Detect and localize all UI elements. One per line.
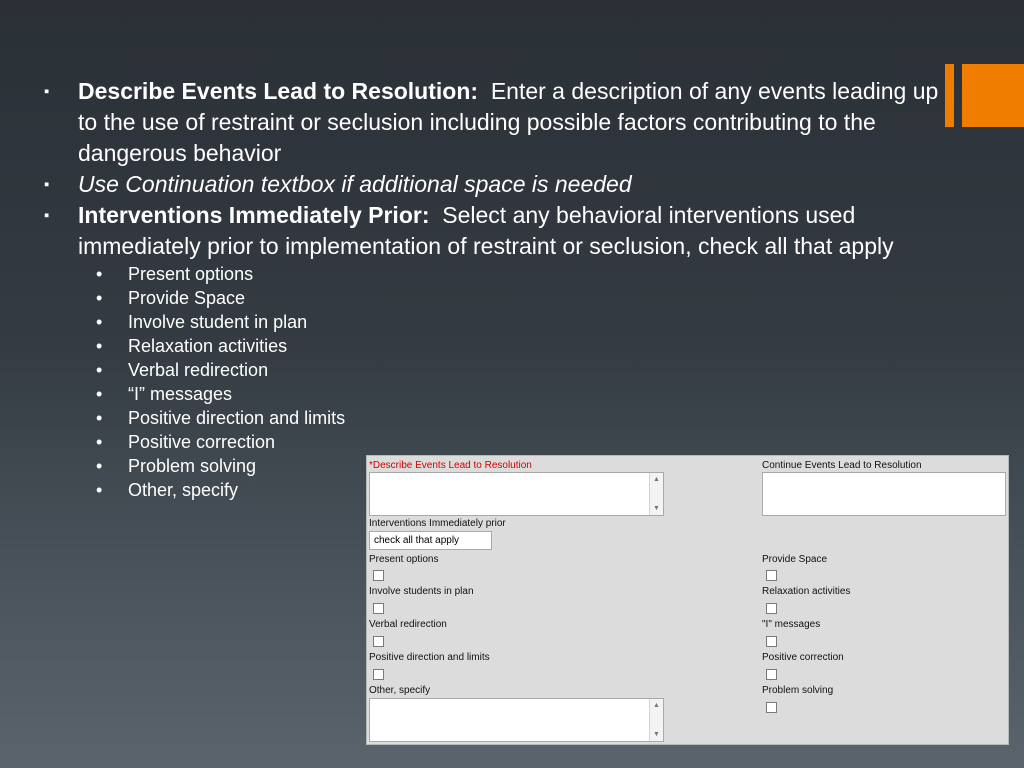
continue-events-textarea[interactable] xyxy=(762,472,1006,516)
round-bullet-icon: • xyxy=(96,336,103,356)
checkbox-label: Verbal redirection xyxy=(369,619,447,630)
accent-bar-thin xyxy=(945,64,954,127)
round-bullet-icon: • xyxy=(96,408,103,428)
problem-solving-checkbox[interactable] xyxy=(766,702,777,713)
checkbox-label: "I" messages xyxy=(762,619,821,630)
describe-events-textarea[interactable] xyxy=(369,472,664,516)
list-item: • Involve student in plan xyxy=(96,312,308,332)
bullet-interventions xyxy=(44,200,944,262)
checkbox-label: Present options xyxy=(369,554,439,565)
checkbox-label: Relaxation activities xyxy=(762,586,851,597)
list-item: • “I” messages xyxy=(96,384,233,404)
list-item: • Problem solving xyxy=(96,456,257,476)
list-item: • Provide Space xyxy=(96,288,246,308)
i-messages-checkbox[interactable] xyxy=(766,636,777,647)
form-screenshot xyxy=(366,455,1009,745)
checkbox-label: Provide Space xyxy=(762,554,828,565)
checkbox-label: Positive direction and limits xyxy=(369,652,490,663)
provide-space-checkbox[interactable] xyxy=(766,570,777,581)
describe-events-label: *Describe Events Lead to Resolution xyxy=(369,460,532,471)
list-item: • Other, specify xyxy=(96,480,239,500)
check-all-select[interactable]: check all that apply xyxy=(369,531,492,550)
checkbox-label: Problem solving xyxy=(762,685,834,696)
square-bullet-icon: ▪ xyxy=(44,83,50,100)
round-bullet-icon: • xyxy=(96,432,103,452)
bullet-text: Enter a description of any events leading up to the use of restraint or seclusion including possible factors contributing to the dangerous behavior xyxy=(78,78,939,166)
bullet-heading: Interventions Immediately Prior: xyxy=(78,202,430,228)
interventions-label: Interventions Immediately prior xyxy=(369,518,506,529)
list-item: • Relaxation activities xyxy=(96,336,288,356)
involve-students-checkbox[interactable] xyxy=(373,603,384,614)
scroll-down-icon[interactable]: ▼ xyxy=(653,731,660,738)
scroll-up-icon[interactable]: ▲ xyxy=(653,476,660,483)
bullet-text: Select any behavioral interventions used immediately prior to implementation of restraint or seclusion, check all that apply xyxy=(78,202,894,259)
square-bullet-icon: ▪ xyxy=(44,176,50,193)
bullet-heading: Describe Events Lead to Resolution: xyxy=(78,78,479,104)
list-item: • Positive direction and limits xyxy=(96,408,346,428)
accent-bar-thick xyxy=(962,64,1024,127)
other-specify-textarea[interactable] xyxy=(369,698,664,742)
textarea-scrollbar[interactable] xyxy=(649,473,663,515)
slide-body xyxy=(44,76,944,502)
verbal-redirection-checkbox[interactable] xyxy=(373,636,384,647)
continue-events-label: Continue Events Lead to Resolution xyxy=(762,460,922,471)
round-bullet-icon: • xyxy=(96,480,103,500)
list-item: • Verbal redirection xyxy=(96,360,269,380)
scroll-up-icon[interactable]: ▲ xyxy=(653,702,660,709)
bullet-italic-text: Use Continuation textbox if additional space is needed xyxy=(78,171,632,197)
list-item: • Positive correction xyxy=(96,432,276,452)
present-options-checkbox[interactable] xyxy=(373,570,384,581)
round-bullet-icon: • xyxy=(96,360,103,380)
checkbox-label: Involve students in plan xyxy=(369,586,474,597)
square-bullet-icon: ▪ xyxy=(44,207,50,224)
round-bullet-icon: • xyxy=(96,456,103,476)
bullet-describe-events xyxy=(44,76,944,169)
round-bullet-icon: • xyxy=(96,288,103,308)
bullet-continuation-note xyxy=(44,169,944,200)
round-bullet-icon: • xyxy=(96,384,103,404)
checkbox-label: Positive correction xyxy=(762,652,844,663)
round-bullet-icon: • xyxy=(96,264,103,284)
positive-direction-checkbox[interactable] xyxy=(373,669,384,680)
relaxation-activities-checkbox[interactable] xyxy=(766,603,777,614)
list-item: • Present options xyxy=(96,264,254,284)
positive-correction-checkbox[interactable] xyxy=(766,669,777,680)
scroll-down-icon[interactable]: ▼ xyxy=(653,505,660,512)
textarea-scrollbar[interactable] xyxy=(649,699,663,741)
checkbox-label: Other, specify xyxy=(369,685,431,696)
round-bullet-icon: • xyxy=(96,312,103,332)
